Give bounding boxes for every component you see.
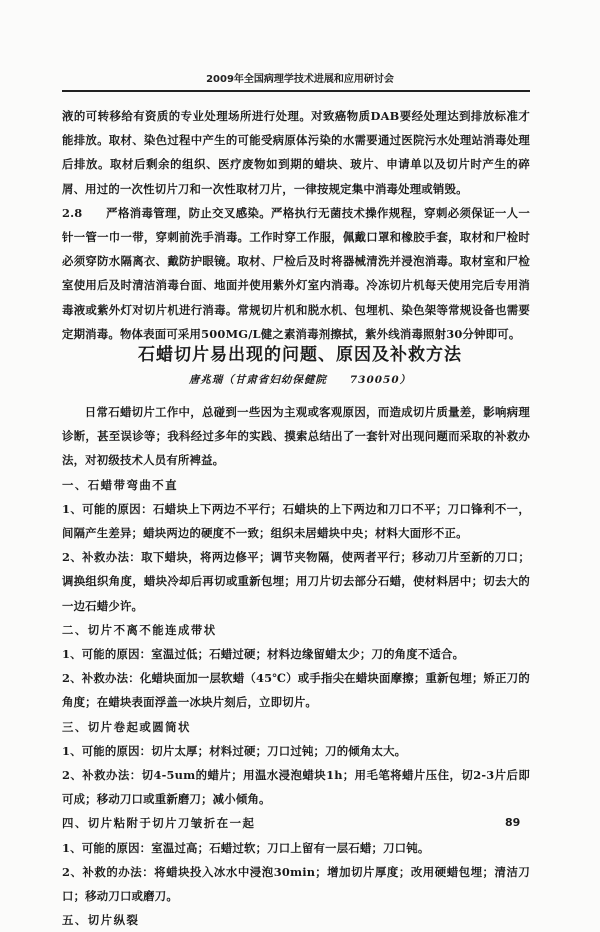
section-heading: 三、切片卷起或圆筒状 — [62, 719, 191, 734]
continued-text — [62, 104, 530, 346]
running-header: 2009年全国病理学技术进展和应用研讨会 — [206, 74, 394, 85]
section-heading: 五、切片纵裂 — [62, 913, 140, 928]
paragraph: 2、补救办法：化蜡块面加一层软蜡（45℃）或手指尖在蜡块面摩擦；重新包埋；矫正刀的角度；在蜡块表面浮盖一冰块片刻后，立即切片。 — [62, 671, 530, 710]
header-rule — [62, 90, 530, 92]
paragraph: 1、可能的原因：室温过高；石蜡过软；刀口上留有一层石蜡；刀口钝。 — [62, 840, 430, 855]
paragraph: 2、补救的办法：将蜡块投入冰水中浸泡30min；增加切片厚度；改用硬蜡包埋；清洁刀口；移动刀口或磨刀。 — [62, 864, 530, 904]
intro-paragraph: 日常石蜡切片工作中，总碰到一些因为主观或客观原因，而造成切片质量差，影响病理诊断，甚至误诊等；我科经过多年的实践、摸索总结出了一套针对出现问题而采取的补救办法，对初级技术人员有所裨益。 — [62, 405, 530, 468]
section-heading: 二、切片不离不能连成带状 — [62, 622, 217, 637]
paragraph: 2.8 严格消毒管理，防止交叉感染。严格执行无菌技术操作规程，穿刺必须保证一人一针一管一巾一带，穿刺前洗手消毒。工作时穿工作服，佩戴口罩和橡胶手套，取材和尸检时必须穿防水隔离衣、戴防护眼镜。取材、尸检后及时将器械清洗并浸泡消毒。取材室和尸检室使用后及时清洁消毒台面、地面并使用紫外灯室内消毒。冷冻切片机每天使用完后专用消毒液或紫外灯对切片机进行消毒。常规切片机和脱水机、包埋机、染色架等常规设备也需要定期消毒。物体表面可采用500MG/L健之素消毒剂擦拭，紫外线消毒照射30分钟即可。 — [62, 205, 530, 341]
paragraph: 1、可能的原因：室温过低；石蜡过硬；材料边缘留蜡太少；刀的角度不适合。 — [62, 647, 465, 662]
paragraph: 1、可能的原因：切片太厚；材料过硬；刀口过钝；刀的倾角太大。 — [62, 743, 407, 758]
section-heading: 四、切片粘附于切片刀皱折在一起 — [62, 816, 256, 831]
paragraph: 2、补救办法：取下蜡块，将两边修平；调节夹物隔，使两者平行；移动刀片至新的刀口；调换组织角度，蜡块冷却后再切或重新包埋；用刀片切去部分石蜡，使材料居中；切去大的一边石蜡少许。 — [62, 550, 530, 613]
article-body — [62, 400, 530, 932]
section-heading: 一、石蜡带弯曲不直 — [62, 477, 179, 492]
page-number: 89 — [505, 816, 521, 829]
paragraph: 2、补救办法：切4-5um的蜡片；用温水浸泡蜡块1h；用毛笔将蜡片压住，切2-3片后即可成；移动刀口或重新磨刀；减小倾角。 — [62, 768, 530, 807]
article-title: 石蜡切片易出现的问题、原因及补救方法 — [138, 345, 462, 365]
article-author: 唐兆瑞（甘肃省妇幼保健院 730050） — [188, 374, 412, 386]
paragraph: 1、可能的原因：石蜡块上下两边不平行；石蜡块的上下两边和刀口不平；刀口锋利不一，间隔产生差异；蜡块两边的硬度不一致；组织未居蜡块中央；材料大面形不正。 — [62, 501, 530, 541]
paragraph: 液的可转移给有资质的专业处理场所进行处理。对致癌物质DAB要经处理达到排放标准才能排放。取材、染色过程中产生的可能受病原体污染的水需要通过医院污水处理站消毒处理后排放。取材后剩余的组织、医疗废物如到期的蜡块、玻片、申请单以及切片时产生的碎屑、用过的一次性切片刀和一次性取材刀片，一律按规定集中消毒处理或销毁。 — [62, 109, 530, 196]
